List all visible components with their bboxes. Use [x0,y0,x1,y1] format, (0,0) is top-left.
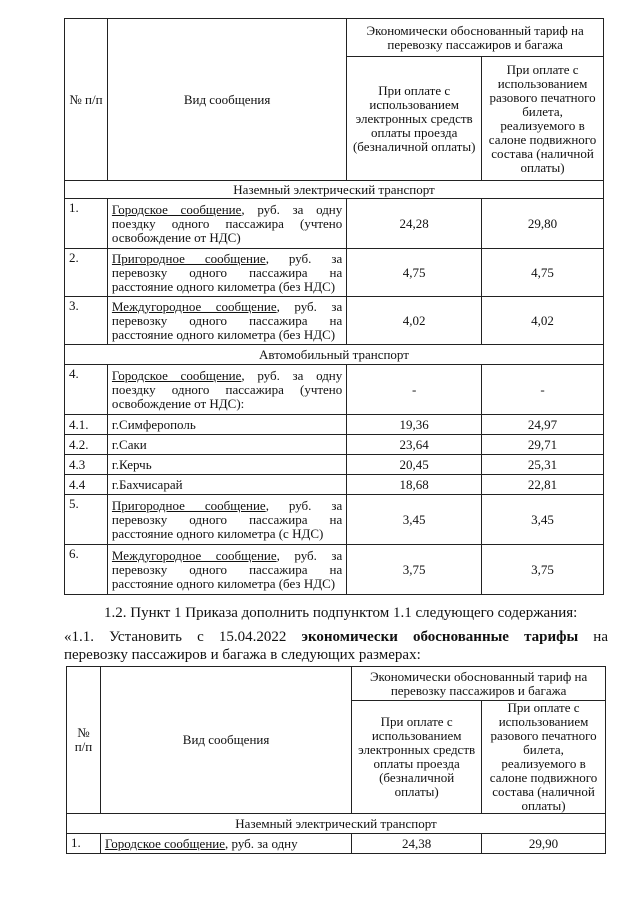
table-row [65,435,604,455]
row-number: 3. [65,297,108,345]
value-cash: 29,80 [482,199,604,249]
row-number: 2. [65,249,108,297]
city-name: г.Керчь [107,455,346,475]
table-row [67,834,606,854]
table-row [65,475,604,495]
header-cash: При оплате с использованием разового печатного билета, реализуемого в салоне подвижного состава (наличной оплаты) [482,701,606,814]
row-number: 1. [67,834,101,854]
row-number: 4.4 [65,475,108,495]
paragraph-1-1-start: «1.1. Установить с 15.04.2022 экономически обоснованные тарифы на [64,629,608,645]
section-electric: Наземный электрический транспорт [67,814,606,834]
value-cashless: 3,45 [347,495,482,545]
value-cashless: 18,68 [347,475,482,495]
value-cash: 22,81 [482,475,604,495]
value-cash: 3,45 [482,495,604,545]
value-cash: 4,75 [482,249,604,297]
table-row [65,365,604,415]
value-cash: 3,75 [482,545,604,595]
city-name: г.Симферополь [107,415,346,435]
section-electric: Наземный электрический транспорт [65,181,604,199]
value-cash: 24,97 [482,415,604,435]
table-row [65,495,604,545]
value-cash: 29,90 [482,834,606,854]
value-cash: - [482,365,604,415]
value-cash: 4,02 [482,297,604,345]
row-number: 4. [65,365,108,415]
table-row [65,545,604,595]
value-cashless: 19,36 [347,415,482,435]
value-cashless: - [347,365,482,415]
city-name: г.Саки [107,435,346,455]
table-row [65,415,604,435]
value-cashless: 20,45 [347,455,482,475]
header-cash: При оплате с использованием разового печатного билета, реализуемого в салоне подвижного состава (наличной оплаты) [482,57,604,181]
row-description: Городское сообщение, руб. за одну [100,834,351,854]
header-tariff: Экономически обоснованный тариф на перевозку пассажиров и багажа [352,667,606,701]
row-number: 4.1. [65,415,108,435]
value-cash: 25,31 [482,455,604,475]
row-description: Пригородное сообщение, руб. за перевозку одного пассажира на расстояние одного километра (без НДС) [107,249,346,297]
row-description: Городское сообщение, руб. за одну поездку одного пассажира (учтено освобождение от НДС) [107,199,346,249]
value-cashless: 3,75 [347,545,482,595]
table-row [65,297,604,345]
table-row [65,199,604,249]
value-cashless: 4,02 [347,297,482,345]
row-number: 1. [65,199,108,249]
value-cashless: 24,28 [347,199,482,249]
header-num: № п/п [67,667,101,814]
value-cashless: 24,38 [352,834,482,854]
tariff-table-1 [64,18,604,595]
value-cashless: 4,75 [347,249,482,297]
row-description: Междугородное сообщение, руб. за перевозку одного пассажира на расстояние одного километра (без НДС) [107,297,346,345]
header-cashless: При оплате с использованием электронных средств оплаты проезда (безналичной оплаты) [347,57,482,181]
table-row [65,249,604,297]
header-cashless: При оплате с использованием электронных средств оплаты проезда (безналичной оплаты) [352,701,482,814]
value-cashless: 23,64 [347,435,482,455]
table-row [65,455,604,475]
row-number: 4.2. [65,435,108,455]
row-number: 6. [65,545,108,595]
tariff-table-2 [66,666,606,854]
section-auto: Автомобильный транспорт [65,345,604,365]
header-kind: Вид сообщения [107,19,346,181]
paragraph-1-2: 1.2. Пункт 1 Приказа дополнить подпунктом 1.1 следующего содержания: [104,605,578,621]
row-description: Междугородное сообщение, руб. за перевозку одного пассажира на расстояние одного километра (без НДС) [107,545,346,595]
row-number: 4.3 [65,455,108,475]
header-num: № п/п [65,19,108,181]
row-description: Пригородное сообщение, руб. за перевозку одного пассажира на расстояние одного километра (с НДС) [107,495,346,545]
row-number: 5. [65,495,108,545]
header-kind: Вид сообщения [100,667,351,814]
paragraph-1-1-end: перевозку пассажиров и багажа в следующих размерах: [64,647,421,663]
value-cash: 29,71 [482,435,604,455]
row-description: Городское сообщение, руб. за одну поездку одного пассажира (учтено освобождение от НДС): [107,365,346,415]
city-name: г.Бахчисарай [107,475,346,495]
header-tariff: Экономически обоснованный тариф на перевозку пассажиров и багажа [347,19,604,57]
